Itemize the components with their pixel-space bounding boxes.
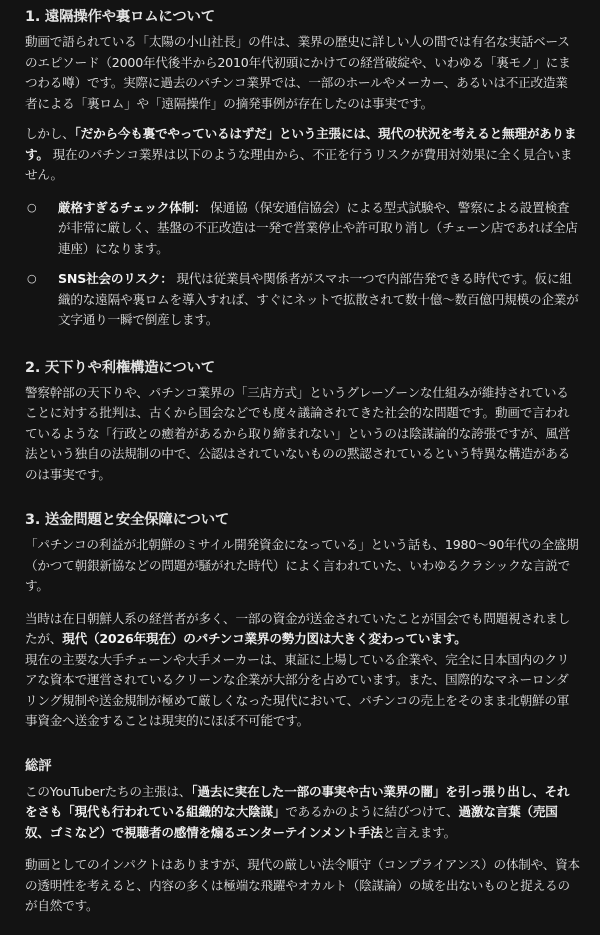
- bullet-title: 厳格すぎるチェック体制：: [58, 199, 207, 215]
- bullet-title: SNS社会のリスク：: [58, 271, 173, 286]
- bullet-text: 現代は従業員や関係者がスマホ一つで内部告発できる時代です。仮に組織的な遠隔や裏ロムを導入すれば、すぐにネットで拡散されて数十億〜数百億円規模の企業が文字通り一瞬で倒産します。: [58, 271, 579, 327]
- bold-claim: 「過去に実在した一部の事実や古い業界の闇」を引っ張り出し、それをさも「現代も行われている組織的な大陰謀」: [25, 783, 570, 819]
- bold-claim: 過激な言葉（売国奴、ゴミなど）で視聴者の感情を煽るエンターテインメント手法: [25, 804, 558, 840]
- section-3-paragraph-1: 「パチンコの利益が北朝鮮のミサイル開発資金になっている」という話も、1980〜90年代の全盛期（かつて朝銀新協などの問題が騒がれた時代）によく言われていた、いわゆるクラシックな言説です。: [25, 537, 579, 593]
- text-span: このYouTuberたちの主張は、: [25, 783, 192, 799]
- summary-paragraph-2: 動画としてのインパクトはありますが、現代の厳しい法令順守（コンプライアンス）の体制や、資本の透明性を考えると、内容の多くは極端な飛躍やオカルト（陰謀論）の域を出ないものと捉えるのが自然です。: [25, 857, 580, 913]
- section-1-paragraph-2: [25, 124, 580, 186]
- bold-claim: 現代（2026年現在）のパチンコ業界の勢力図は大きく変わっています。: [62, 631, 467, 646]
- text-span: しかし、: [25, 126, 75, 141]
- section-2-paragraph-1: 警察幹部の天下りや、パチンコ業界の「三店方式」というグレーゾーンな仕組みが維持されていることに対する批判は、古くから国会などでも度々議論されてきた社会的な問題です。動画で言われているような「行政との癒着があるから取り締まれない」というのは陰謀論的な誇張ですが、風営法という独自の法規制の中で、公認はされていないものの黙認されているという特異な構造があるのは事実です。: [25, 384, 571, 482]
- summary-paragraph-1: [25, 782, 580, 844]
- list-item: [25, 269, 580, 331]
- section-2-heading: 2. 天下りや利権構造について: [25, 359, 215, 376]
- text-span: であるかのように結びつけて、: [285, 804, 459, 819]
- section-3-paragraph-3: 現在の主要な大手チェーンや大手メーカーは、東証に上場している企業や、完全に日本国内のクリアな資本で運営されているクリーンな企業が大部分を占めています。また、国際的なマネーロンダリング規制や送金規制が極めて厳しくなった現代において、パチンコの売上をそのまま北朝鮮の軍事資金へ送金することは現実的にほぼ不可能です。: [25, 651, 570, 728]
- bold-claim: 「だから今も裏でやっているはずだ」という主張には、現代の状況を考えると無理があります。: [25, 126, 577, 162]
- summary-heading: 総評: [25, 758, 52, 774]
- hollow-bullet-icon: ○: [27, 272, 37, 285]
- section-1-paragraph-1: 動画で語られている「太陽の小山社長」の件は、業界の歴史に詳しい人の間では有名な実話ベースのエピソード（2000年代後半から2010年代初頭にかけての経営破綻や、いわゆる「裏モノ」にまつわる噂）です。実際に過去のパチンコ業界では、一部のホールやメーカー、あるいは不正改造業者による「裏ロム」や「遠隔操作」の摘発事例が存在したのは事実です。: [25, 34, 571, 111]
- text-span: 現在のパチンコ業界は以下のような理由から、不正を行うリスクが費用対効果に全く見合いません。: [25, 146, 573, 182]
- reasons-list: [25, 198, 580, 331]
- section-3-paragraph-2: [25, 609, 580, 650]
- list-item: [25, 198, 580, 260]
- section-1-heading: 1. 遠隔操作や裏ロムについて: [25, 9, 215, 25]
- section-3-heading: 3. 送金問題と安全保障について: [25, 512, 230, 528]
- text-span: 当時は在日朝鮮人系の経営者が多く、一部の資金が送金されていたことが国会でも問題視されましたが、: [25, 610, 571, 646]
- text-span: と言えます。: [382, 824, 457, 840]
- bullet-text: 保通協（保安通信協会）による型式試験や、警察による設置検査が非常に厳しく、基盤の不正改造は一発で営業停止や許可取り消し（チェーン店であれば全店連座）になります。: [58, 199, 578, 256]
- hollow-bullet-icon: ○: [27, 200, 37, 214]
